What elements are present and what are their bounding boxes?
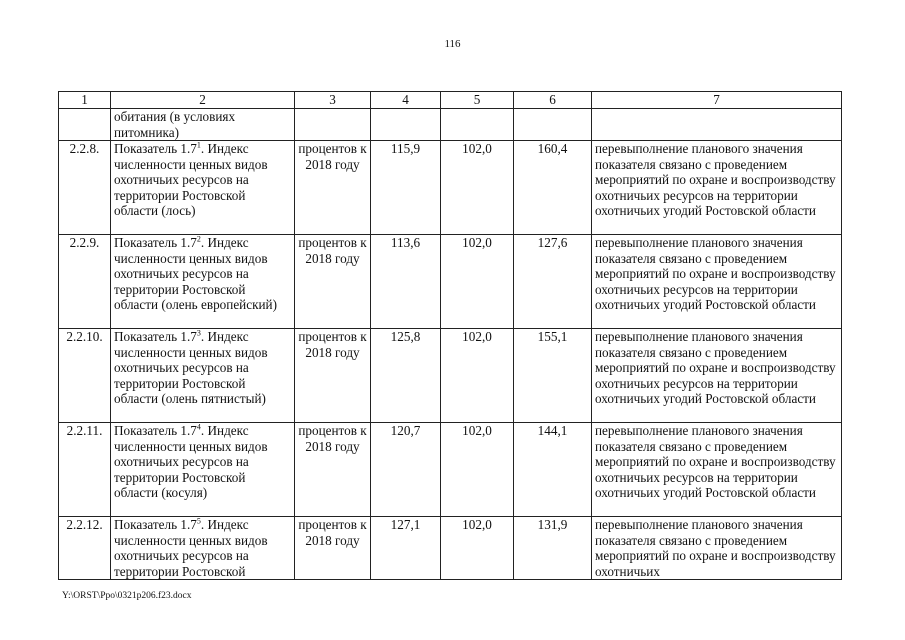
indicator-cell: Показатель $1.7^1$. Индекс численности ценных видов охотничьих ресурсов на территории Ростовской области (лось) (111, 141, 295, 235)
value-cell: 125,8 (371, 329, 441, 423)
note-cell (592, 109, 842, 141)
value-cell: 102,0 (441, 423, 514, 517)
table-row (59, 517, 842, 580)
unit-cell: процентов к 2018 году (295, 235, 371, 329)
unit-cell: процентов к 2018 году (295, 329, 371, 423)
indicator-cell: Показатель $1.7^4$. Индекс численности ценных видов охотничьих ресурсов на территории Ростовской области (косуля) (111, 423, 295, 517)
file-path-footer: Y:\ORST\Ppo\0321p206.f23.docx (62, 591, 192, 601)
column-header: 3 (295, 92, 371, 109)
unit-cell: процентов к 2018 году (295, 141, 371, 235)
note-cell: перевыполнение планового значения показателя связано с проведением мероприятий по охране и воспроизводству охотничьих ресурсов на территории охотничьих угодий Ростовской области (592, 235, 842, 329)
note-cell: перевыполнение планового значения показателя связано с проведением мероприятий по охране и воспроизводству охотничьих ресурсов на территории охотничьих угодий Ростовской области (592, 329, 842, 423)
row-number-cell: 2.2.9. (59, 235, 111, 329)
value-cell: 102,0 (441, 329, 514, 423)
unit-cell (295, 109, 371, 141)
value-cell: 131,9 (514, 517, 592, 580)
value-cell: 160,4 (514, 141, 592, 235)
indicator-cell: Показатель $1.7^2$. Индекс численности ценных видов охотничьих ресурсов на территории Ростовской области (олень европейский) (111, 235, 295, 329)
column-header: 2 (111, 92, 295, 109)
row-number-cell: 2.2.8. (59, 141, 111, 235)
value-cell (514, 109, 592, 141)
note-cell: перевыполнение планового значения показателя связано с проведением мероприятий по охране и воспроизводству охотничьих ресурсов на территории охотничьих угодий Ростовской области (592, 423, 842, 517)
value-cell: 127,1 (371, 517, 441, 580)
column-header: 7 (592, 92, 842, 109)
table-row (59, 141, 842, 235)
row-number-cell (59, 109, 111, 141)
column-header: 4 (371, 92, 441, 109)
table-row (59, 329, 842, 423)
table-row (59, 423, 842, 517)
value-cell: 102,0 (441, 141, 514, 235)
page-number: 116 (444, 38, 461, 50)
note-cell: перевыполнение планового значения показателя связано с проведением мероприятий по охране и воспроизводству охотничьих (592, 517, 842, 580)
row-number-cell: 2.2.10. (59, 329, 111, 423)
note-cell: перевыполнение планового значения показателя связано с проведением мероприятий по охране и воспроизводству охотничьих ресурсов на территории охотничьих угодий Ростовской области (592, 141, 842, 235)
column-header: 6 (514, 92, 592, 109)
table-row (59, 235, 842, 329)
value-cell: 155,1 (514, 329, 592, 423)
unit-cell: процентов к 2018 году (295, 517, 371, 580)
value-cell: 115,9 (371, 141, 441, 235)
value-cell: 127,6 (514, 235, 592, 329)
row-number-cell: 2.2.11. (59, 423, 111, 517)
column-header: 5 (441, 92, 514, 109)
indicator-cell: Показатель $1.7^3$. Индекс численности ценных видов охотничьих ресурсов на территории Ростовской области (олень пятнистый) (111, 329, 295, 423)
column-header: 1 (59, 92, 111, 109)
value-cell: 144,1 (514, 423, 592, 517)
table-row (59, 109, 842, 141)
report-table (58, 91, 842, 580)
value-cell: 113,6 (371, 235, 441, 329)
header-row (59, 92, 842, 109)
value-cell: 102,0 (441, 517, 514, 580)
indicator-cell: обитания (в условиях питомника) (111, 109, 295, 141)
value-cell: 120,7 (371, 423, 441, 517)
value-cell: 102,0 (441, 235, 514, 329)
row-number-cell: 2.2.12. (59, 517, 111, 580)
unit-cell: процентов к 2018 году (295, 423, 371, 517)
indicator-cell: Показатель $1.7^5$. Индекс численности ценных видов охотничьих ресурсов на территории Ростовской (111, 517, 295, 580)
value-cell (371, 109, 441, 141)
value-cell (441, 109, 514, 141)
